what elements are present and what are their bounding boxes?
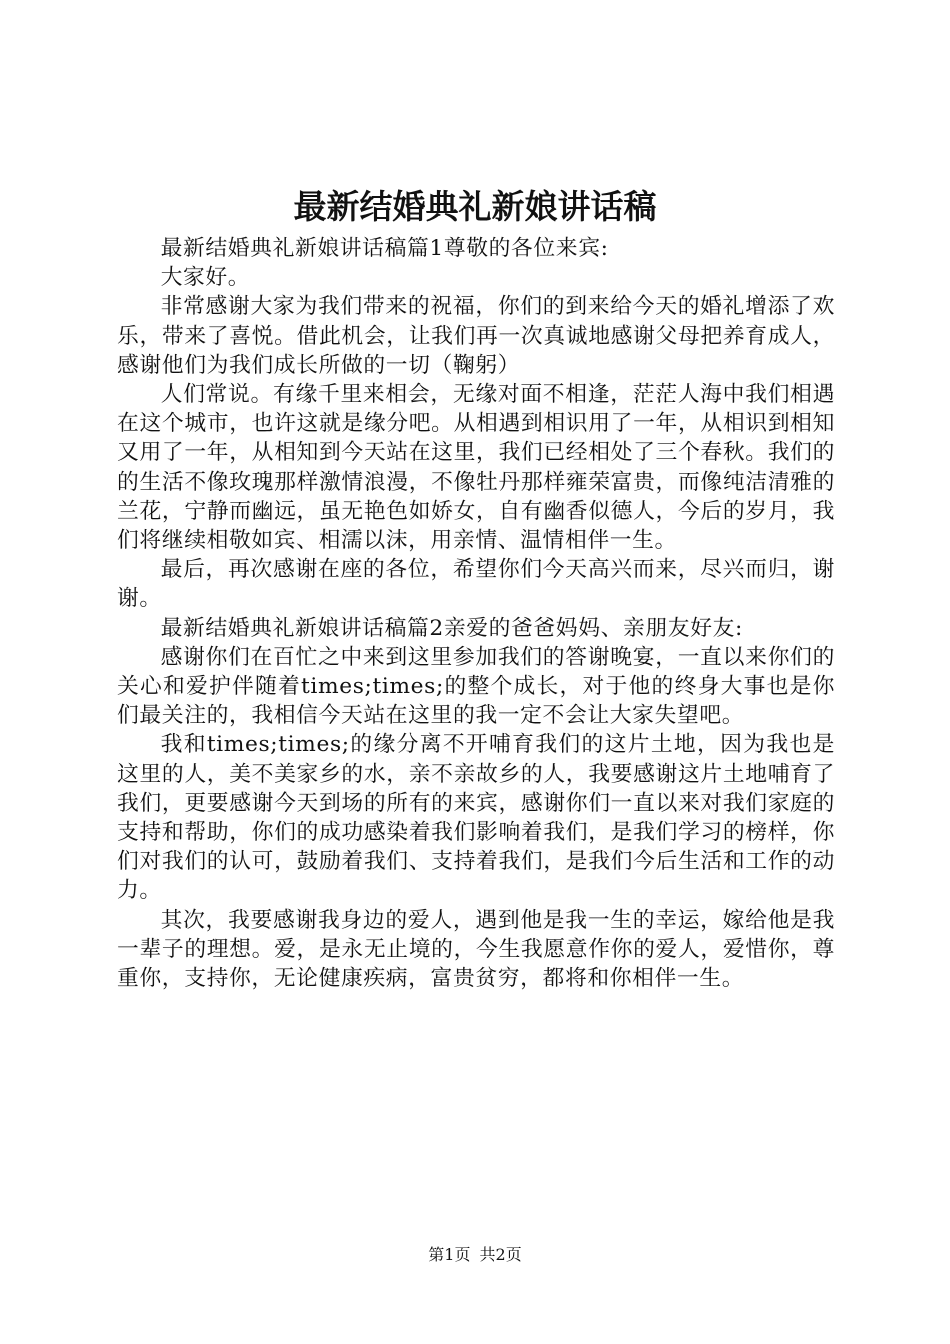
paragraph: 非常感谢大家为我们带来的祝福，你们的到来给今天的婚礼增添了欢乐，带来了喜悦。借此机会，让我们再一次真诚地感谢父母把养育成人，感谢他们为我们成长所做的一切（鞠躬）	[117, 294, 835, 378]
paragraph: 最新结婚典礼新娘讲话稿篇2亲爱的爸爸妈妈、亲朋友好友:	[160, 615, 743, 641]
paragraph: 其次，我要感谢我身边的爱人，遇到他是我一生的幸运，嫁给他是我一辈子的理想。爱，是永无止境的，今生我愿意作你的爱人，爱惜你，尊重你，支持你，无论健康疾病，富贵贫穷，都将和你相伴一生。	[117, 907, 835, 992]
paragraph: 我和times;times;的缘分离不开哺育我们的这片土地，因为我也是这里的人，美不美家乡的水，亲不亲故乡的人，我要感谢这片土地哺育了我们，更要感谢今天到场的所有的来宾，感谢你们一直以来对我们家庭的支持和帮助，你们的成功感染着我们影响着我们，是我们学习的榜样，你们对我们的认可，鼓励着我们、支持着我们，是我们今后生活和工作的动力。	[117, 732, 835, 904]
page-footer	[0, 1243, 950, 1267]
document-body	[117, 234, 835, 993]
paragraph: 最后，再次感谢在座的各位，希望你们今天高兴而来，尽兴而归，谢谢。	[117, 557, 835, 612]
paragraph: 大家好。	[160, 265, 251, 291]
page-number: 第1页	[428, 1245, 471, 1264]
paragraph: 最新结婚典礼新娘讲话稿篇1尊敬的各位来宾:	[160, 236, 609, 261]
paragraph: 感谢你们在百忙之中来到这里参加我们的答谢晚宴，一直以来你们的关心和爱护伴随着times;times;的整个成长，对于他的终身大事也是你们最关注的，我相信今天站在这里的我一定不会让大家失望吧。	[117, 644, 835, 729]
document-title: 最新结婚典礼新娘讲话稿	[293, 187, 657, 226]
paragraph: 人们常说。有缘千里来相会，无缘对面不相逢，茫茫人海中我们相遇在这个城市，也许这就是缘分吧。从相遇到相识用了一年，从相识到相知又用了一年，从相知到今天站在这里，我们已经相处了三个春秋。我们的的生活不像玫瑰那样激情浪漫，不像牡丹那样雍荣富贵，而像纯洁清雅的兰花，宁静而幽远，虽无艳色如娇女，自有幽香似德人，今后的岁月，我们将继续相敬如宾、相濡以沫，用亲情、温情相伴一生。	[117, 382, 835, 554]
page-total: 共2页	[479, 1245, 522, 1264]
